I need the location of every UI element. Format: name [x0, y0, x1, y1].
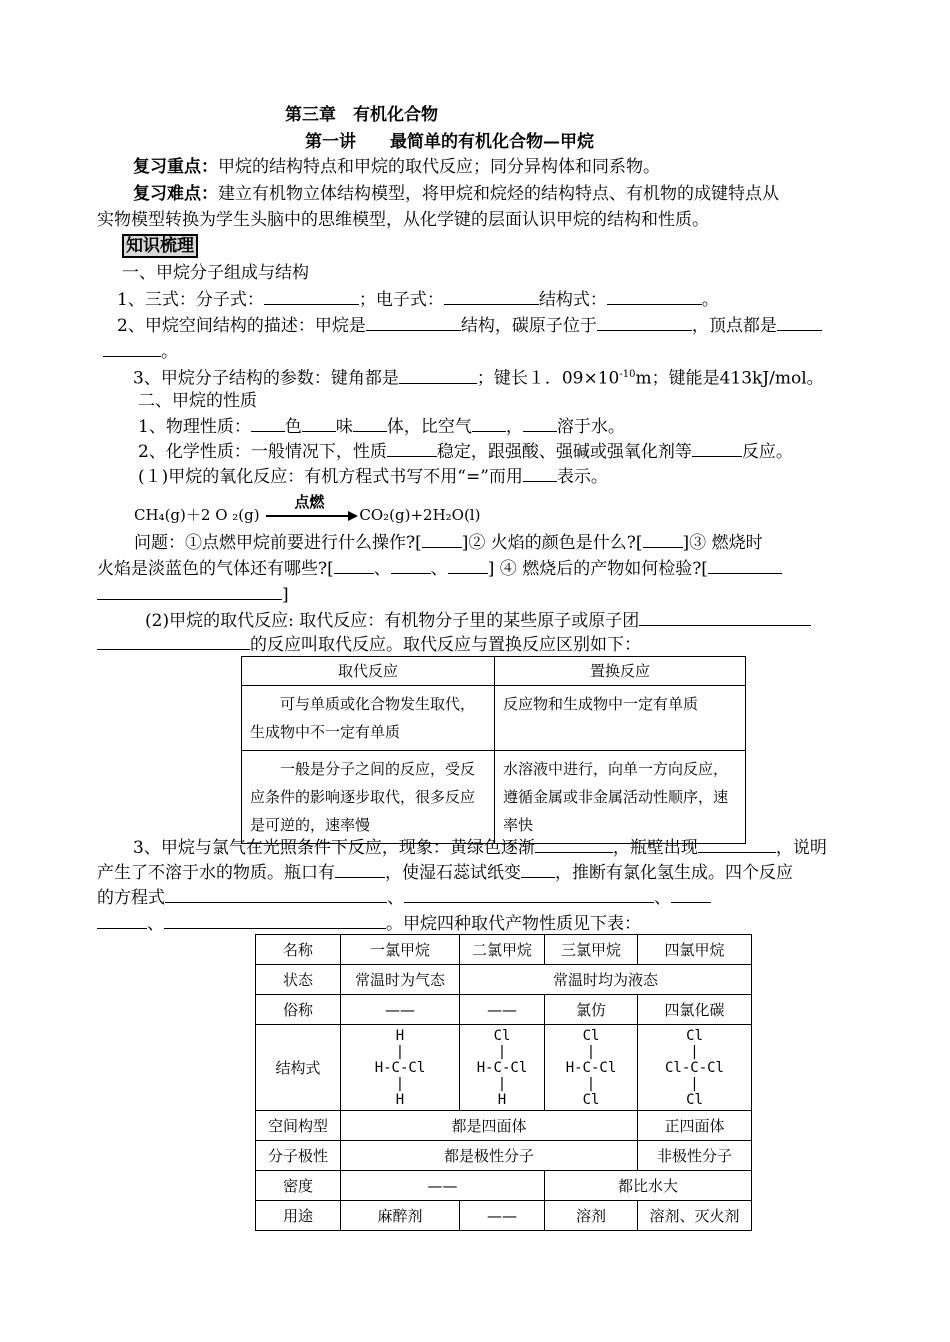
blank-gas-2[interactable]	[391, 556, 431, 574]
blank-stability[interactable]	[387, 439, 437, 457]
p3-text-g: 的方程式	[97, 888, 165, 908]
qs-text-h: ]	[282, 585, 289, 605]
struct-mid: H-C-Cl	[565, 1059, 617, 1076]
blank-vertices-cont[interactable]	[103, 339, 161, 357]
q1-text-d: 。	[701, 290, 719, 310]
alias-value: ——	[341, 995, 460, 1025]
struct-bottom: Cl	[686, 1091, 703, 1108]
polarity-value: 都是极性分子	[341, 1141, 638, 1171]
review-difficulty	[133, 182, 898, 206]
q1-text-b: ；电子式：	[358, 290, 444, 310]
state-value: 常温时为气态	[341, 965, 460, 995]
chem-text-b: 稳定，跟强酸、强碱或强氧化剂等	[436, 442, 692, 462]
blank-color-change[interactable]	[535, 835, 613, 853]
q3-exponent: -10	[619, 369, 636, 380]
combustion-questions	[134, 530, 899, 555]
blank-substitution-def[interactable]	[639, 608, 811, 626]
p3-text-k: 。甲烷四种取代产物性质见下表：	[386, 914, 641, 934]
p3-text-d: 产生了不溶于水的物质。瓶口有	[97, 863, 335, 883]
eq-condition: 点燃	[294, 493, 325, 511]
sub-text-a: (2)甲烷的取代反应: 取代反应：有机物分子里的某些原子或原子团	[145, 611, 640, 631]
p3-text-a: 3、甲烷与氯气在光照条件下反应，现象：黄绿色逐渐	[133, 838, 535, 858]
struct-mid: Cl-C-Cl	[664, 1059, 724, 1076]
blank-electron-formula[interactable]	[444, 287, 539, 305]
props-header: 一氯甲烷	[341, 935, 460, 965]
struct-top: Cl	[493, 1027, 511, 1044]
blank-color[interactable]	[251, 414, 285, 432]
review-key	[133, 155, 898, 179]
struct-mid: H-C-Cl	[476, 1059, 528, 1076]
struct-mid: H-C-Cl	[374, 1059, 426, 1076]
q3-text-b: ；键长１．09×10	[476, 368, 620, 389]
p3-text-e: ，使湿石蕊试纸变	[385, 863, 521, 883]
blank-state[interactable]	[353, 414, 387, 432]
p3-text-i: 、	[654, 888, 671, 908]
reaction-arrow	[264, 493, 359, 526]
phys-text-a: 1、物理性质：	[138, 417, 251, 437]
qs-text-f: 、	[430, 559, 448, 579]
chem-text-a: 2、化学性质：一般情况下，性质	[138, 442, 387, 462]
q2-text-d: 。	[161, 342, 178, 362]
phys-text-d: 体，比空气	[386, 417, 472, 437]
combustion-questions-cont	[97, 556, 862, 581]
properties-table	[255, 934, 752, 1231]
row-label-polarity: 分子极性	[256, 1141, 341, 1171]
knowledge-label: 知识梳理	[122, 234, 198, 258]
row-label-structure: 结构式	[256, 1025, 341, 1111]
density-value: 都比水大	[545, 1171, 752, 1201]
qs-text-d: 火焰是淡蓝色的气体还有哪些?[	[97, 559, 334, 579]
struct-top: Cl	[582, 1027, 600, 1044]
blank-arrow-symbol[interactable]	[523, 464, 557, 482]
compare-cell: 可与单质或化合物发生取代，生成物中不一定有单质	[242, 686, 495, 751]
comparison-table	[241, 656, 746, 844]
qs-text-b: ]② 火焰的颜色是什么?[	[461, 533, 643, 553]
section2-heading: 二、甲烷的性质	[138, 391, 257, 411]
blank-structural-formula[interactable]	[607, 287, 702, 305]
blank-spatial-structure[interactable]	[366, 313, 461, 331]
shape-value: 都是四面体	[341, 1111, 638, 1141]
blank-before-ignite[interactable]	[422, 530, 462, 548]
blank-wall-appearance[interactable]	[698, 835, 776, 853]
p3-text-f: ，推断有氯化氢生成。四个反应	[555, 863, 793, 883]
blank-solubility[interactable]	[523, 414, 557, 432]
qs-text-a: 问题：①点燃甲烷前要进行什么操作?[	[134, 533, 422, 553]
review-difficulty-text-1: 建立有机物立体结构模型，将甲烷和烷烃的结构特点、有机物的成键特点从	[218, 184, 779, 204]
q3-text-a: 3、甲烷分子结构的参数：键角都是	[133, 368, 399, 389]
blank-equation-3b[interactable]	[97, 911, 147, 929]
blank-bottle-mouth[interactable]	[335, 860, 385, 878]
structure-tetrachloromethane: Cl | Cl-C-Cl | Cl	[638, 1025, 752, 1111]
eq-products: CO₂(g)+2H₂O(l)	[359, 506, 481, 524]
struct-top: Cl	[686, 1027, 703, 1044]
q2-text-c: ，顶点都是	[691, 316, 777, 336]
chapter-title: 第三章 有机化合物	[285, 105, 438, 125]
section1-q2	[117, 313, 882, 338]
chemical-properties	[138, 439, 903, 464]
eq-reactants: CH₄(g)＋2 O ₂(g)	[134, 506, 260, 524]
sub-text-b: 的反应叫取代反应。取代反应与置换反应区别如下：	[250, 635, 641, 655]
substitution-def	[145, 608, 910, 633]
row-label-shape: 空间构型	[256, 1111, 341, 1141]
arrow-icon	[264, 506, 359, 526]
substitution-def-cont	[97, 632, 862, 657]
compare-header-substitution: 取代反应	[242, 657, 495, 686]
blank-carbon-position[interactable]	[597, 313, 692, 331]
p3-text-c: ，说明	[775, 838, 827, 858]
q1-text-a: 1、三式：分子式：	[117, 290, 264, 310]
compare-cell: 水溶液中进行，向单一方向反应，遵循金属或非金属活动性顺序，速率快	[495, 751, 746, 844]
blank-reaction[interactable]	[692, 439, 742, 457]
blank-gas-1[interactable]	[334, 556, 374, 574]
q2-text-a: 2、甲烷空间结构的描述：甲烷是	[117, 316, 366, 336]
section1-q3	[133, 363, 898, 391]
ox-text-b: 表示。	[556, 467, 608, 487]
props-header: 三氯甲烷	[545, 935, 638, 965]
combustion-questions-cont2	[97, 582, 862, 607]
blank-substitution-def-cont[interactable]	[97, 632, 250, 650]
chlorination-p4	[97, 911, 862, 936]
compare-cell: 一般是分子之间的反应，受反应条件的影响逐步取代，很多反应是可逆的，速率慢	[242, 751, 495, 844]
compare-cell: 反应物和生成物中一定有单质	[495, 686, 746, 751]
phys-text-f: 溶于水。	[556, 417, 625, 437]
phys-text-e: ，	[505, 417, 523, 437]
compare-header-replacement: 置换反应	[495, 657, 746, 686]
blank-product-test-cont[interactable]	[97, 582, 282, 600]
review-difficulty-label: 复习难点：	[133, 184, 218, 204]
use-value: 溶剂、灭火剂	[638, 1201, 752, 1231]
combustion-equation	[134, 493, 899, 527]
oxidation-reaction	[138, 464, 903, 489]
physical-properties	[138, 414, 903, 439]
row-label-alias: 俗称	[256, 995, 341, 1025]
review-key-label: 复习重点：	[133, 157, 218, 177]
blank-equation-2[interactable]	[404, 885, 654, 903]
blank-vertices[interactable]	[777, 313, 822, 331]
p3-text-j: 、	[147, 914, 164, 934]
review-key-text: 甲烷的结构特点和甲烷的取代反应；同分异构体和同系物。	[218, 157, 660, 177]
lecture-title: 第一讲 最简单的有机化合物—甲烷	[305, 132, 594, 152]
blank-litmus-color[interactable]	[521, 860, 555, 878]
qs-text-c: ]③ 燃烧时	[682, 533, 763, 553]
q2-text-b: 结构，碳原子位于	[460, 316, 597, 336]
structure-trichloromethane: Cl | H-C-Cl | Cl	[545, 1025, 638, 1111]
section1-q2-cont	[103, 339, 868, 364]
chlorination-p3	[97, 885, 862, 910]
chlorination-p2	[97, 860, 862, 885]
ox-text-a: (１)甲烷的氧化反应：有机方程式书写不用“=”而用	[138, 467, 523, 487]
shape-value: 正四面体	[638, 1111, 752, 1141]
row-label-use: 用途	[256, 1201, 341, 1231]
density-value: ——	[341, 1171, 545, 1201]
p3-text-h: 、	[387, 888, 404, 908]
struct-top: H	[395, 1027, 405, 1044]
use-value: 麻醉剂	[341, 1201, 460, 1231]
q1-text-c: 结构式：	[538, 290, 607, 310]
struct-bottom: H	[395, 1091, 405, 1108]
section1-q1	[117, 287, 882, 312]
blank-bond-angle[interactable]	[399, 366, 477, 384]
structure-dichloromethane: Cl | H-C-Cl | H	[460, 1025, 545, 1111]
use-value: 溶剂	[545, 1201, 638, 1231]
phys-text-c: 味	[335, 417, 353, 437]
q3-text-c: m；键能是413kJ/mol。	[635, 368, 824, 389]
row-label-state: 状态	[256, 965, 341, 995]
qs-text-g: ] ④ 燃烧后的产物如何检验?[	[487, 559, 708, 579]
chlorination-p1	[133, 835, 898, 860]
review-difficulty-cont: 实物模型转换为学生头脑中的思维模型，从化学键的层面认识甲烷的结构和性质。	[97, 210, 709, 230]
structure-chloromethane: H | H-C-Cl | H	[341, 1025, 460, 1111]
alias-value: 氯仿	[545, 995, 638, 1025]
props-header: 名称	[256, 935, 341, 965]
blank-odor[interactable]	[302, 414, 336, 432]
props-header: 二氯甲烷	[460, 935, 545, 965]
state-value: 常温时均为液态	[460, 965, 752, 995]
blank-gas-3[interactable]	[448, 556, 488, 574]
struct-bottom: H	[497, 1091, 507, 1108]
phys-text-b: 色	[284, 417, 302, 437]
alias-value: ——	[460, 995, 545, 1025]
blank-flame-color[interactable]	[643, 530, 683, 548]
row-label-density: 密度	[256, 1171, 341, 1201]
struct-bottom: Cl	[582, 1091, 600, 1108]
blank-equation-3a[interactable]	[671, 885, 711, 903]
blank-equation-4[interactable]	[164, 911, 386, 929]
alias-value: 四氯化碳	[638, 995, 752, 1025]
use-value: ——	[460, 1201, 545, 1231]
props-header: 四氯甲烷	[638, 935, 752, 965]
polarity-value: 非极性分子	[638, 1141, 752, 1171]
knowledge-heading	[122, 234, 887, 258]
chem-text-c: 反应。	[741, 442, 793, 462]
section1-heading: 一、甲烷分子组成与结构	[122, 263, 309, 283]
blank-equation-1[interactable]	[165, 885, 387, 903]
qs-text-e: 、	[373, 559, 391, 579]
blank-molecular-formula[interactable]	[264, 287, 359, 305]
p3-text-b: ，瓶壁出现	[612, 838, 698, 858]
blank-product-test[interactable]	[708, 556, 782, 574]
blank-density[interactable]	[472, 414, 506, 432]
